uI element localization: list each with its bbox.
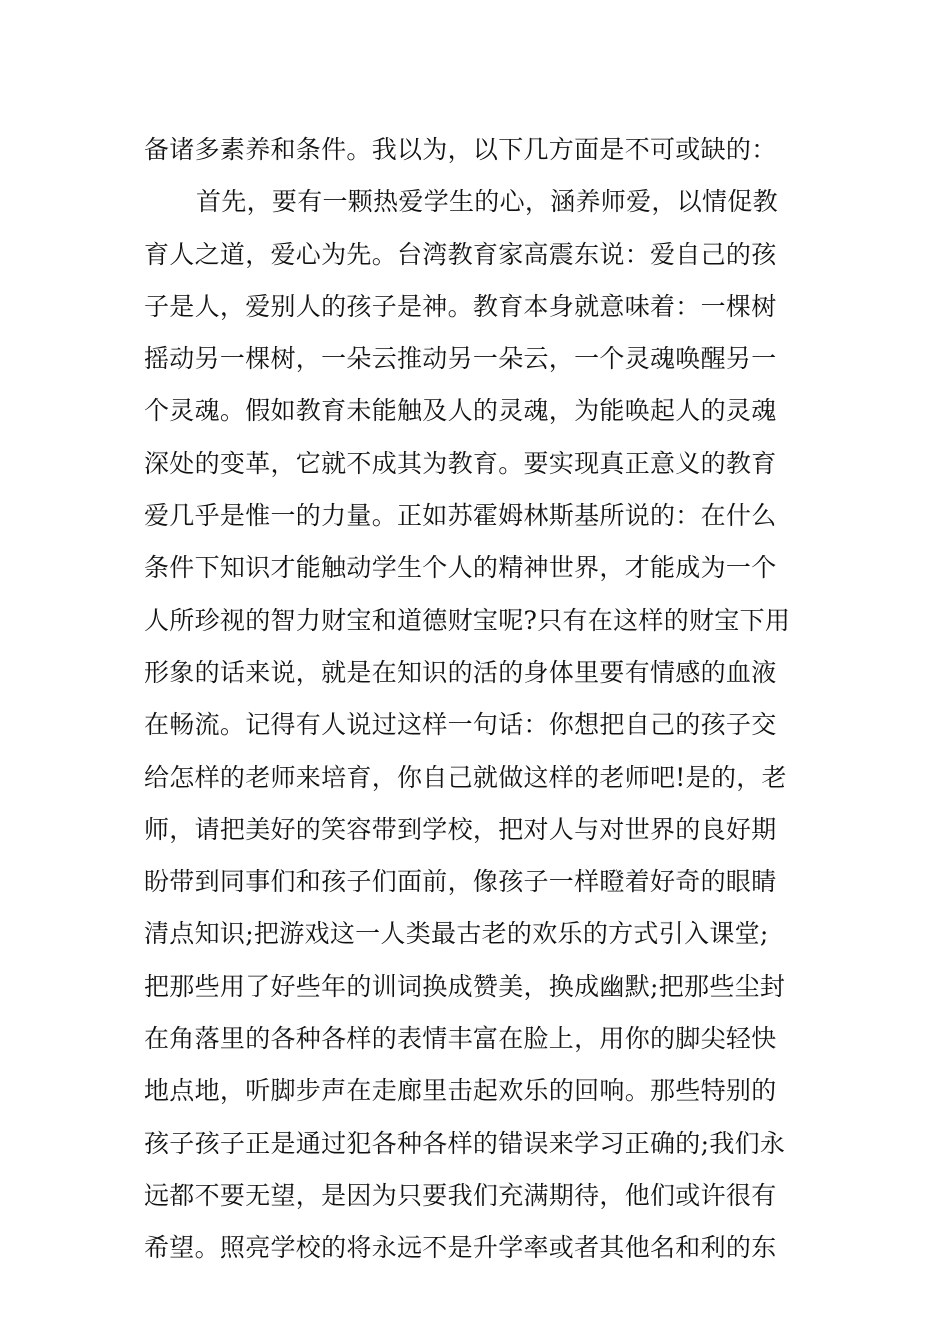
text-line: 爱几乎是惟一的力量。正如苏霍姆林斯基所说的：在什么 [144,501,777,531]
text-line: 给怎样的老师来培育，你自己就做这样的老师吧!是的，老 [144,762,787,792]
text-line: 孩子孩子正是通过犯各种各样的错误来学习正确的;我们永 [144,1128,786,1158]
text-line: 盼带到同事们和孩子们面前，像孩子一样瞪着好奇的眼睛 [144,867,777,897]
text-line: 个灵魂。假如教育未能触及人的灵魂，为能唤起人的灵魂 [144,396,777,426]
text-line: 清点知识;把游戏这一人类最古老的欢乐的方式引入课堂; [144,919,769,949]
text-line: 摇动另一棵树，一朵云推动另一朵云，一个灵魂唤醒另一 [144,344,777,374]
text-line: 备诸多素养和条件。我以为，以下几方面是不可或缺的： [144,135,777,164]
text-line: 子是人，爱别人的孩子是神。教育本身就意味着：一棵树 [144,291,777,321]
paragraph-first-line: 首先，要有一颗热爱学生的心，涵养师爱，以情促教 [196,187,778,217]
text-line: 地点地，听脚步声在走廊里击起欢乐的回响。那些特别的 [144,1076,777,1106]
text-line: 形象的话来说，就是在知识的活的身体里要有情感的血液 [144,657,777,687]
text-line: 师，请把美好的笑容带到学校，把对人与对世界的良好期 [144,814,777,844]
text-line: 把那些用了好些年的训词换成赞美，换成幽默;把那些尘封 [144,971,786,1001]
text-line: 深处的变革，它就不成其为教育。要实现真正意义的教育 [144,448,777,478]
text-line: 希望。照亮学校的将永远不是升学率或者其他名和利的东 [144,1233,777,1263]
text-line: 育人之道，爱心为先。台湾教育家高震东说：爱自己的孩 [144,239,777,269]
text-line: 条件下知识才能触动学生个人的精神世界，才能成为一个 [144,553,777,583]
text-line: 在角落里的各种各样的表情丰富在脸上，用你的脚尖轻快 [144,1024,777,1054]
text-line: 远都不要无望，是因为只要我们充满期待，他们或许很有 [144,1180,777,1210]
text-line: 在畅流。记得有人说过这样一句话：你想把自己的孩子交 [144,710,777,740]
text-line: 人所珍视的智力财宝和道德财宝呢?只有在这样的财宝下用 [144,605,791,635]
body-text [144,124,806,1275]
